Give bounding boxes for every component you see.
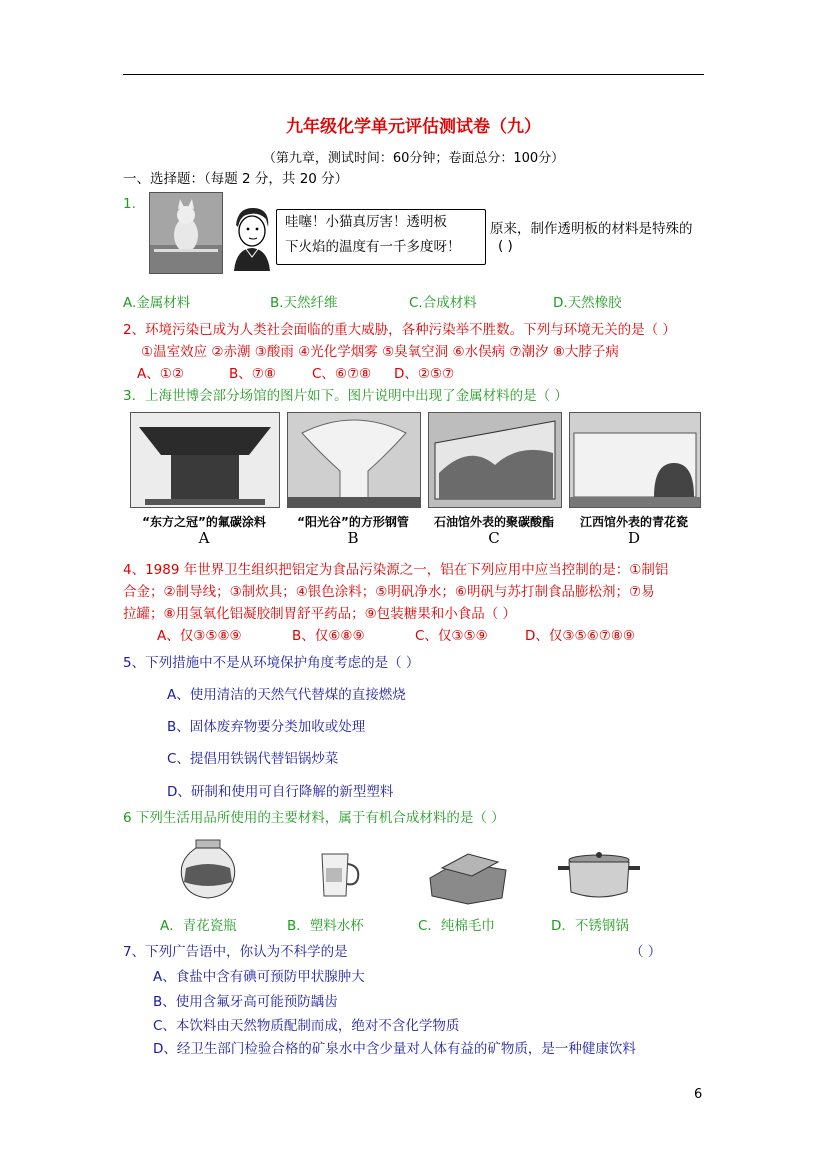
q4-option-c: C、仅③⑤⑨ xyxy=(415,628,488,644)
q4-option-b: B、仅⑥⑧⑨ xyxy=(292,628,365,644)
bubble-line-2: 下火焰的温度有一千多度呀！ xyxy=(285,239,461,255)
oil-pavilion-photo xyxy=(428,412,562,508)
steel-pot-icon xyxy=(556,850,642,902)
q7-stem: 7、下列广告语中，你认为不科学的是 xyxy=(123,944,348,960)
q7-option-d: D、经卫生部门检验合格的矿泉水中含少量对人体有益的矿物质，是一种健康饮料 xyxy=(153,1041,636,1057)
q4-option-d: D、仅③⑤⑥⑦⑧⑨ xyxy=(525,628,636,644)
q3-caption-b: “阳光谷”的方形钢管 xyxy=(297,515,409,529)
speech-bubble xyxy=(276,209,486,265)
q7-blank: （ ） xyxy=(630,944,662,960)
q3-caption-c: 石油馆外表的聚碳酸酯 xyxy=(433,515,554,529)
bubble-line-1: 哇噻！小猫真厉害！透明板 xyxy=(285,214,447,230)
q3-letter-a: A xyxy=(198,529,210,547)
q1-option-a: A.金属材料 xyxy=(123,295,191,311)
q1-option-d: D.天然橡胶 xyxy=(553,295,622,311)
page-title: 九年级化学单元评估测试卷（九） xyxy=(286,117,541,137)
q6-option-d: D．不锈钢锅 xyxy=(551,918,629,934)
q7-option-b: B、使用含氟牙高可能预防龋齿 xyxy=(153,994,338,1010)
q4-option-a: A、仅③⑤⑧⑨ xyxy=(157,628,242,644)
q3-caption-a: “东方之冠”的氟碳涂料 xyxy=(142,515,266,529)
plastic-cup-icon xyxy=(316,850,362,900)
china-pavilion-photo xyxy=(130,412,280,508)
q3-letter-b: B xyxy=(347,529,359,547)
q6-option-a: A．青花瓷瓶 xyxy=(160,918,237,934)
q4-line-2: 合金；②制导线；③制炊具；④银色涂料；⑤明矾净水；⑥明矾与苏打制食品膨松剂；⑦易 xyxy=(123,584,655,600)
porcelain-vase-icon xyxy=(176,838,240,902)
q6-stem: 6 下列生活用品所使用的主要材料，属于有机合成材料的是（ ） xyxy=(123,810,505,826)
q7-option-c: C、本饮料由天然物质配制而成，绝对不含化学物质 xyxy=(153,1018,460,1034)
q5-option-b: B、固体废弃物要分类加收或处理 xyxy=(167,719,366,735)
q3-caption-d: 江西馆外表的青花瓷 xyxy=(579,515,688,529)
page-subtitle: （第九章，测试时间：60分钟；卷面总分：100分） xyxy=(262,151,565,166)
cotton-towel-icon xyxy=(428,848,508,906)
q7-option-a: A、食盐中含有碘可预防甲状腺肿大 xyxy=(153,969,365,985)
boy-cartoon-icon xyxy=(228,205,274,271)
q5-option-c: C、提倡用铁锅代替铝锅炒菜 xyxy=(167,751,339,767)
page-number: 6 xyxy=(694,1087,703,1102)
cat-on-plate-photo xyxy=(149,192,223,274)
q2-option-c: C、⑥⑦⑧ xyxy=(312,366,372,382)
section-heading: 一、选择题：（每题 2 分，共 20 分） xyxy=(123,171,349,187)
q3-letter-d: D xyxy=(627,529,641,547)
q1-number: 1. xyxy=(123,196,136,212)
q2-option-a: A、①② xyxy=(137,366,184,382)
jiangxi-pavilion-photo xyxy=(569,412,701,508)
q2-option-b: B、⑦⑧ xyxy=(229,366,276,382)
q1-option-b: B.天然纤维 xyxy=(270,295,338,311)
q2-items: ①温室效应 ②赤潮 ③酸雨 ④光化学烟雾 ⑤臭氧空洞 ⑥水俣病 ⑦潮汐 ⑧大脖子病 xyxy=(141,344,619,360)
q4-line-1: 4、1989 年世界卫生组织把铝定为食品污染源之一，铝在下列应用中应当控制的是：①制铝 xyxy=(123,562,669,578)
q3-stem: 3．上海世博会部分场馆的图片如下。图片说明中出现了金属材料的是（ ） xyxy=(123,388,568,404)
q2-option-d: D、②⑤⑦ xyxy=(394,366,455,382)
q5-stem: 5、下列措施中不是从环境保护角度考虑的是（ ） xyxy=(123,655,420,671)
q5-option-a: A、使用清洁的天然气代替煤的直接燃烧 xyxy=(167,687,406,703)
q2-stem: 2、环境污染已成为人类社会面临的重大威胁，各种污染举不胜数。下列与环境无关的是（ ） xyxy=(123,322,676,338)
q6-option-c: C．纯棉毛巾 xyxy=(418,918,495,934)
q3-letter-c: C xyxy=(488,529,500,547)
header-rule xyxy=(123,74,704,75)
q1-blank: ( ) xyxy=(498,238,513,254)
q1-stem: 原来，制作透明板的材料是特殊的 xyxy=(490,221,693,237)
q1-option-c: C.合成材料 xyxy=(409,295,477,311)
sun-valley-photo xyxy=(287,412,421,508)
q4-line-3: 拉罐；⑧用氢氧化铝凝胶制胃舒平药品；⑨包装糖果和小食品（ ） xyxy=(123,606,516,622)
q6-option-b: B．塑料水杯 xyxy=(287,918,364,934)
q5-option-d: D、研制和使用可自行降解的新型塑料 xyxy=(167,784,394,800)
